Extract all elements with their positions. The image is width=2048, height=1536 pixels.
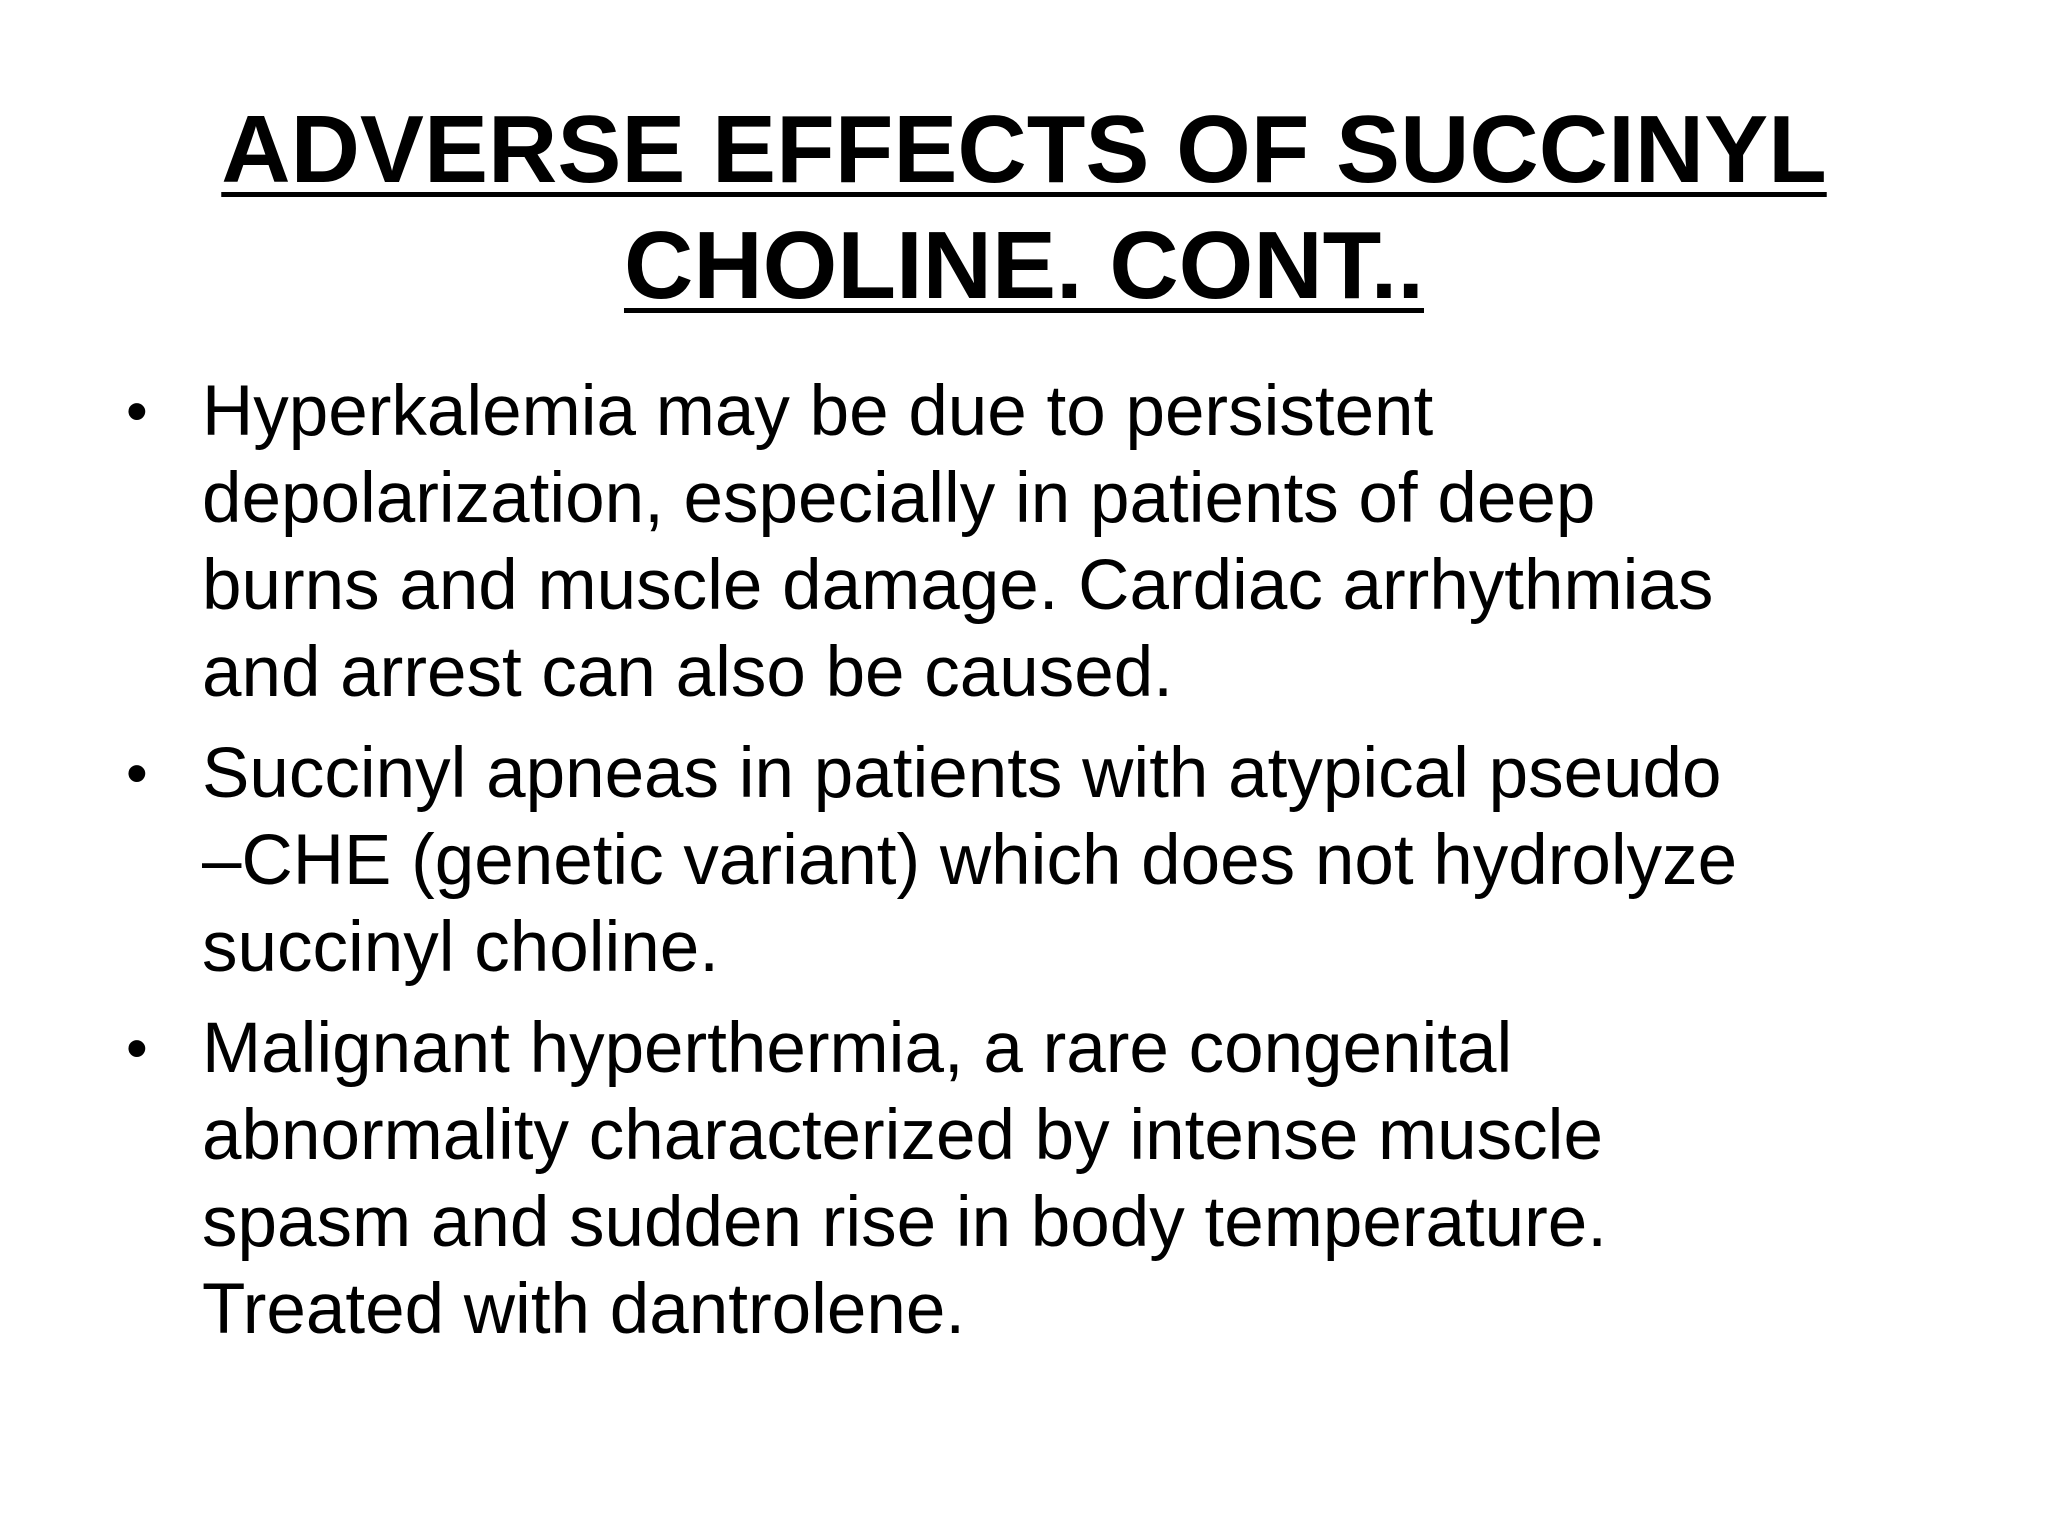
- bullet-text-line: –CHE (genetic variant) which does not hydrolyze: [202, 821, 1738, 900]
- bullet-item-hyperkalemia: [120, 368, 1980, 716]
- bullet-text-line: abnormality characterized by intense muscle: [202, 1096, 1603, 1175]
- bullet-text-line: Treated with dantrolene.: [202, 1270, 966, 1349]
- bullet-list: [120, 368, 1980, 1367]
- bullet-icon: •: [126, 739, 148, 808]
- bullet-text-line: depolarization, especially in patients of deep: [202, 459, 1596, 538]
- title-line-1: ADVERSE EFFECTS OF SUCCINYL: [221, 96, 1827, 203]
- bullet-item-malignant-hyperthermia: [120, 1005, 1980, 1353]
- bullet-text-line: Malignant hyperthermia, a rare congenital: [202, 1009, 1513, 1088]
- bullet-text-line: Succinyl apneas in patients with atypical pseudo: [202, 734, 1722, 813]
- bullet-item-succinyl-apneas: [120, 730, 1980, 991]
- slide-title: [200, 92, 1848, 324]
- bullet-icon: •: [126, 377, 148, 446]
- bullet-text-line: succinyl choline.: [202, 908, 719, 987]
- bullet-text-line: and arrest can also be caused.: [202, 633, 1173, 712]
- bullet-text-line: Hyperkalemia may be due to persistent: [202, 372, 1434, 451]
- bullet-icon: •: [126, 1014, 148, 1083]
- bullet-text-line: spasm and sudden rise in body temperature.: [202, 1183, 1608, 1262]
- bullet-text-line: burns and muscle damage. Cardiac arrhythmias: [202, 546, 1714, 625]
- title-line-2: CHOLINE. CONT..: [623, 212, 1424, 319]
